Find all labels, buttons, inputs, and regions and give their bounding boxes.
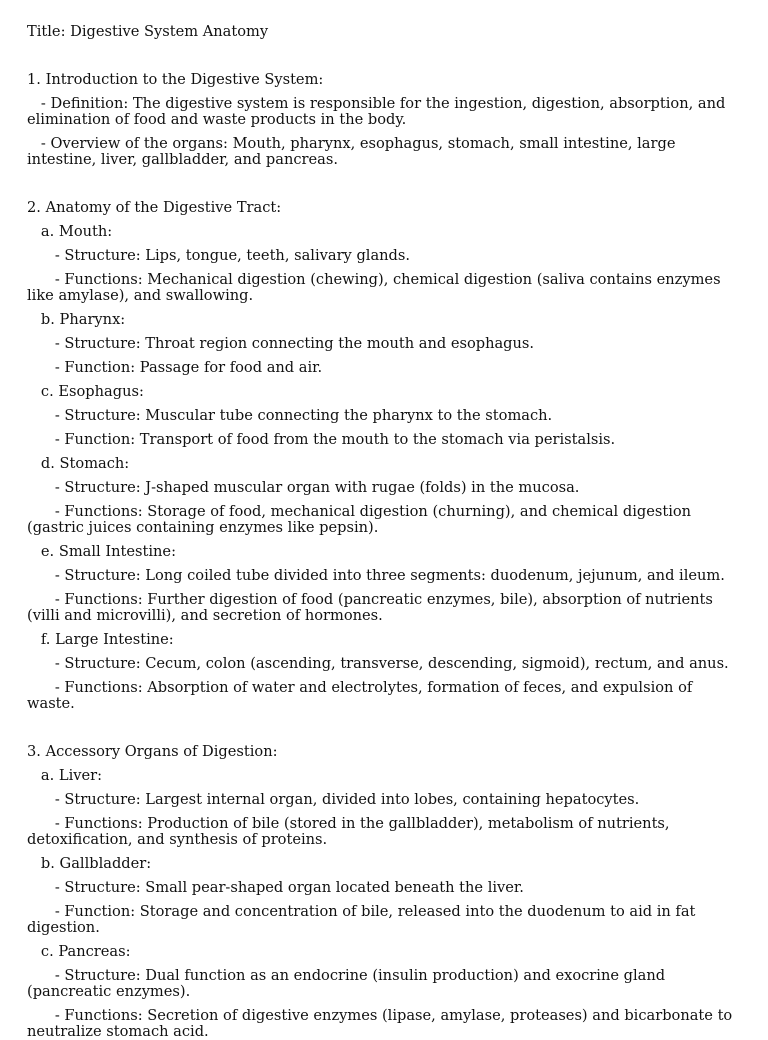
overview-text: - Overview of the organs: Mouth, pharynx, esophagus, stomach, small intestine, large intestine, liver, gallbladder, and pancreas. xyxy=(27,135,681,168)
esophagus-label: c. Esophagus: xyxy=(27,383,144,400)
pharynx-function: - Function: Passage for food and air. xyxy=(27,359,323,376)
mouth-structure: - Structure: Lips, tongue, teeth, salivary glands. xyxy=(27,247,411,264)
large-intestine-functions: - Functions: Absorption of water and electrolytes, formation of feces, and expulsion of waste. xyxy=(27,679,697,712)
gallbladder-structure: - Structure: Small pear-shaped organ located beneath the liver. xyxy=(27,879,524,896)
document-body xyxy=(27,24,743,1040)
stomach-structure: - Structure: J-shaped muscular organ with rugae (folds) in the mucosa. xyxy=(27,479,580,496)
document-title: Title: Digestive System Anatomy xyxy=(27,23,269,40)
esophagus-structure: - Structure: Muscular tube connecting the pharynx to the stomach. xyxy=(27,407,553,424)
pharynx-label: b. Pharynx: xyxy=(27,311,126,328)
small-intestine-label: e. Small Intestine: xyxy=(27,543,176,560)
pharynx-structure: - Structure: Throat region connecting the mouth and esophagus. xyxy=(27,335,535,352)
small-intestine-functions: - Functions: Further digestion of food (pancreatic enzymes, bile), absorption of nutrients (villi and microvilli), and secretion of hormones. xyxy=(27,591,718,624)
pancreas-label: c. Pancreas: xyxy=(27,943,131,960)
liver-label: a. Liver: xyxy=(27,767,103,784)
small-intestine-structure: - Structure: Long coiled tube divided into three segments: duodenum, jejunum, and ileum. xyxy=(27,567,725,584)
stomach-functions: - Functions: Storage of food, mechanical digestion (churning), and chemical digestion (gastric juices containing enzymes like pepsin). xyxy=(27,503,696,536)
pancreas-structure: - Structure: Dual function as an endocrine (insulin production) and exocrine gland (pancreatic enzymes). xyxy=(27,967,670,1000)
pancreas-functions: - Functions: Secretion of digestive enzymes (lipase, amylase, proteases) and bicarbonate to neutralize stomach acid. xyxy=(27,1007,737,1040)
gallbladder-label: b. Gallbladder: xyxy=(27,855,152,872)
large-intestine-label: f. Large Intestine: xyxy=(27,631,174,648)
gallbladder-function: - Function: Storage and concentration of bile, released into the duodenum to aid in fat digestion. xyxy=(27,903,701,936)
large-intestine-structure: - Structure: Cecum, colon (ascending, transverse, descending, sigmoid), rectum, and anus. xyxy=(27,655,729,672)
stomach-label: d. Stomach: xyxy=(27,455,130,472)
section-1-heading: 1. Introduction to the Digestive System: xyxy=(27,71,324,88)
section-3-heading: 3. Accessory Organs of Digestion: xyxy=(27,743,278,760)
mouth-label: a. Mouth: xyxy=(27,223,113,240)
mouth-functions: - Functions: Mechanical digestion (chewing), chemical digestion (saliva contains enzymes like amylase), and swallowing. xyxy=(27,271,726,304)
section-2-heading: 2. Anatomy of the Digestive Tract: xyxy=(27,199,282,216)
esophagus-function: - Function: Transport of food from the mouth to the stomach via peristalsis. xyxy=(27,431,616,448)
definition-text: - Definition: The digestive system is responsible for the ingestion, digestion, absorption, and elimination of food and waste products in the body. xyxy=(27,95,730,128)
liver-structure: - Structure: Largest internal organ, divided into lobes, containing hepatocytes. xyxy=(27,791,640,808)
liver-functions: - Functions: Production of bile (stored in the gallbladder), metabolism of nutrients, detoxification, and synthesis of proteins. xyxy=(27,815,675,848)
